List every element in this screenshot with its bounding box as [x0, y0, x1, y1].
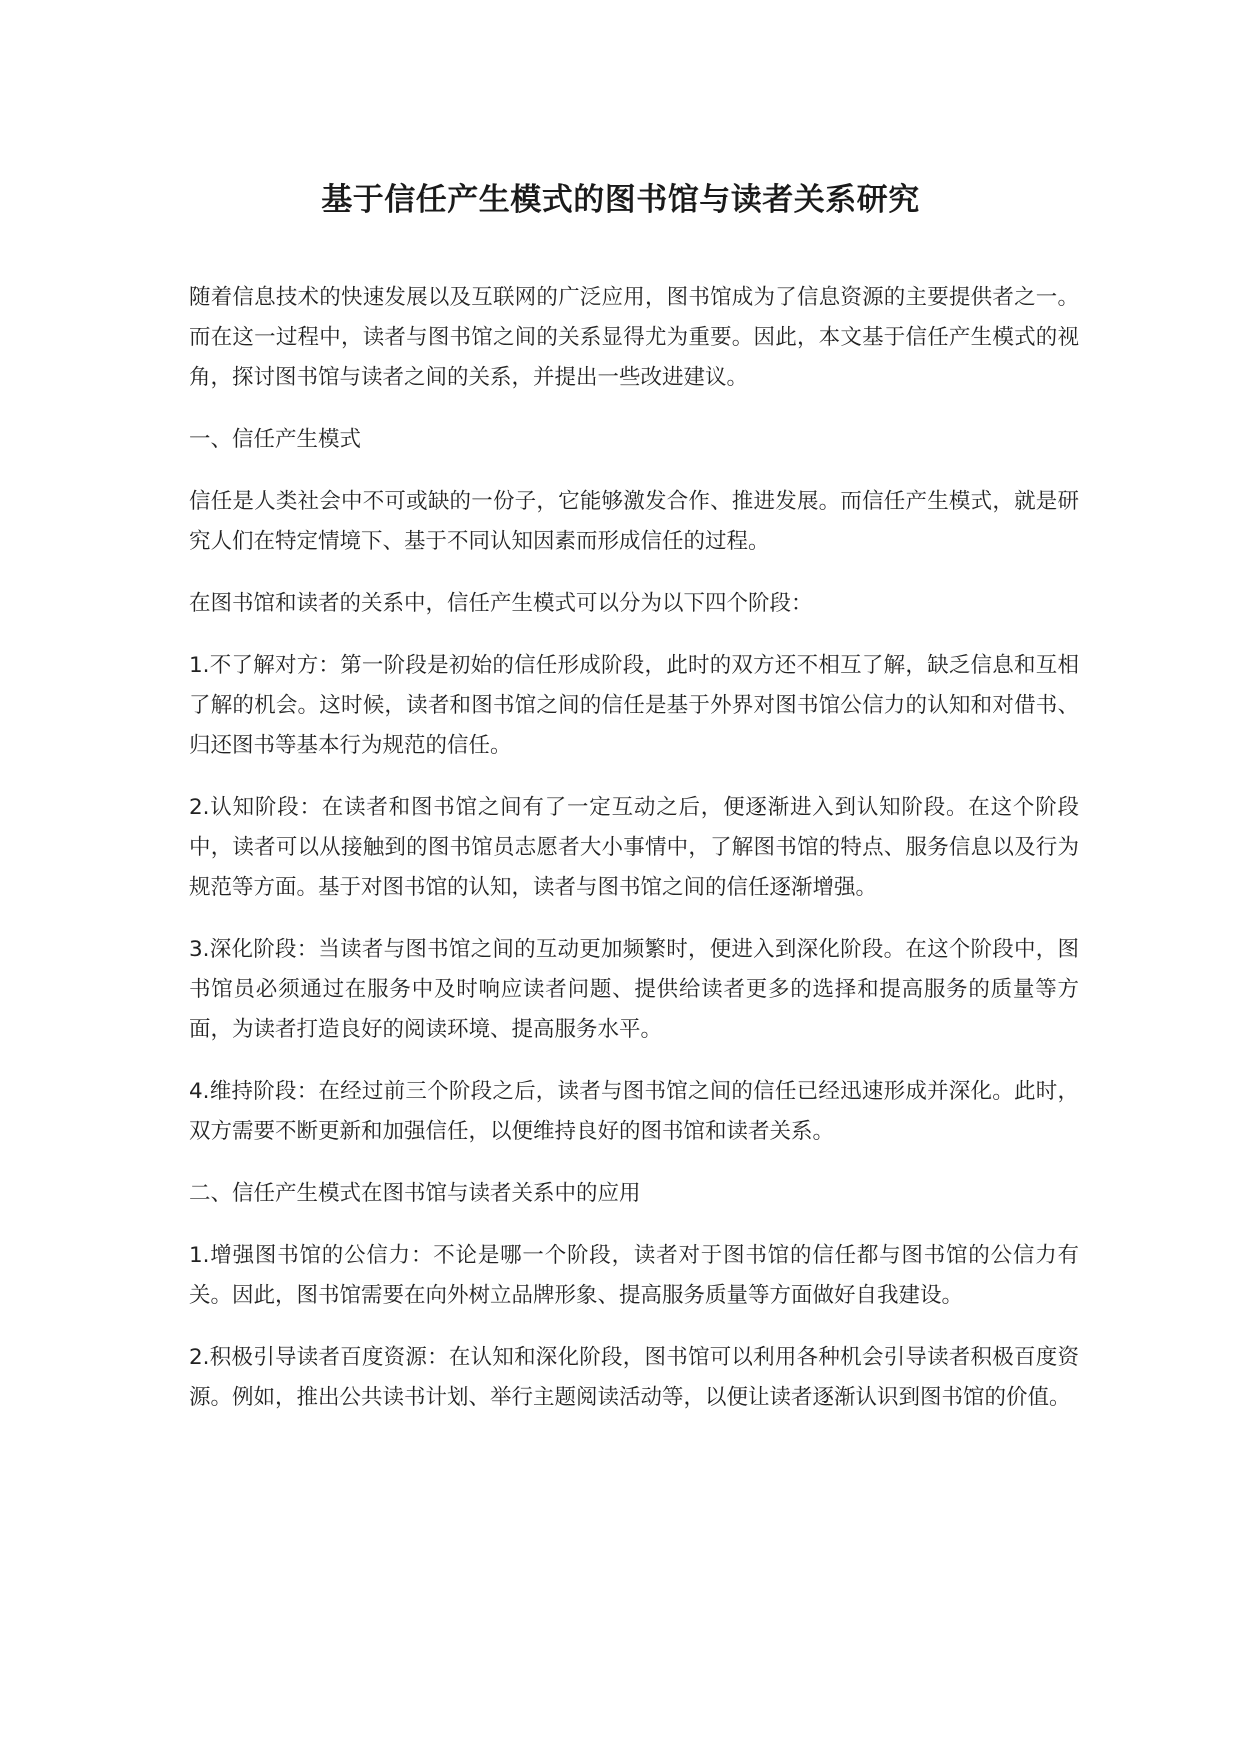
list-item-stage-2: 2.认知阶段：在读者和图书馆之间有了一定互动之后，便逐渐进入到认知阶段。在这个阶段中，读者可以从接触到的图书馆员志愿者大小事情中，了解图书馆的特点、服务信息以及行为规范等方面。基于对图书馆的认知，读者与图书馆之间的信任逐渐增强。	[189, 795, 1079, 900]
document-body	[189, 278, 1079, 1440]
list-item-application-1: 1.增强图书馆的公信力：不论是哪一个阶段，读者对于图书馆的信任都与图书馆的公信力有关。因此，图书馆需要在向外树立品牌形象、提高服务质量等方面做好自我建设。	[189, 1243, 1079, 1308]
paragraph-intro: 随着信息技术的快速发展以及互联网的广泛应用，图书馆成为了信息资源的主要提供者之一。而在这一过程中，读者与图书馆之间的关系显得尤为重要。因此，本文基于信任产生模式的视角，探讨图书馆与读者之间的关系，并提出一些改进建议。	[189, 285, 1079, 390]
paragraph: 信任是人类社会中不可或缺的一份子，它能够激发合作、推进发展。而信任产生模式，就是研究人们在特定情境下、基于不同认知因素而形成信任的过程。	[189, 489, 1079, 554]
document-title: 基于信任产生模式的图书馆与读者关系研究	[321, 182, 920, 218]
list-item-application-2: 2.积极引导读者百度资源：在认知和深化阶段，图书馆可以利用各种机会引导读者积极百度资源。例如，推出公共读书计划、举行主题阅读活动等，以便让读者逐渐认识到图书馆的价值。	[189, 1345, 1079, 1410]
section-heading-2: 二、信任产生模式在图书馆与读者关系中的应用	[189, 1181, 641, 1206]
list-item-stage-1: 1.不了解对方：第一阶段是初始的信任形成阶段，此时的双方还不相互了解，缺乏信息和互相了解的机会。这时候，读者和图书馆之间的信任是基于外界对图书馆公信力的认知和对借书、归还图书等基本行为规范的信任。	[189, 653, 1079, 758]
list-item-stage-3: 3.深化阶段：当读者与图书馆之间的互动更加频繁时，便进入到深化阶段。在这个阶段中，图书馆员必须通过在服务中及时响应读者问题、提供给读者更多的选择和提高服务的质量等方面，为读者打造良好的阅读环境、提高服务水平。	[189, 937, 1079, 1042]
section-heading-1: 一、信任产生模式	[189, 427, 362, 452]
list-item-stage-4: 4.维持阶段：在经过前三个阶段之后，读者与图书馆之间的信任已经迅速形成并深化。此时，双方需要不断更新和加强信任，以便维持良好的图书馆和读者关系。	[189, 1079, 1079, 1144]
paragraph: 在图书馆和读者的关系中，信任产生模式可以分为以下四个阶段：	[189, 591, 813, 616]
